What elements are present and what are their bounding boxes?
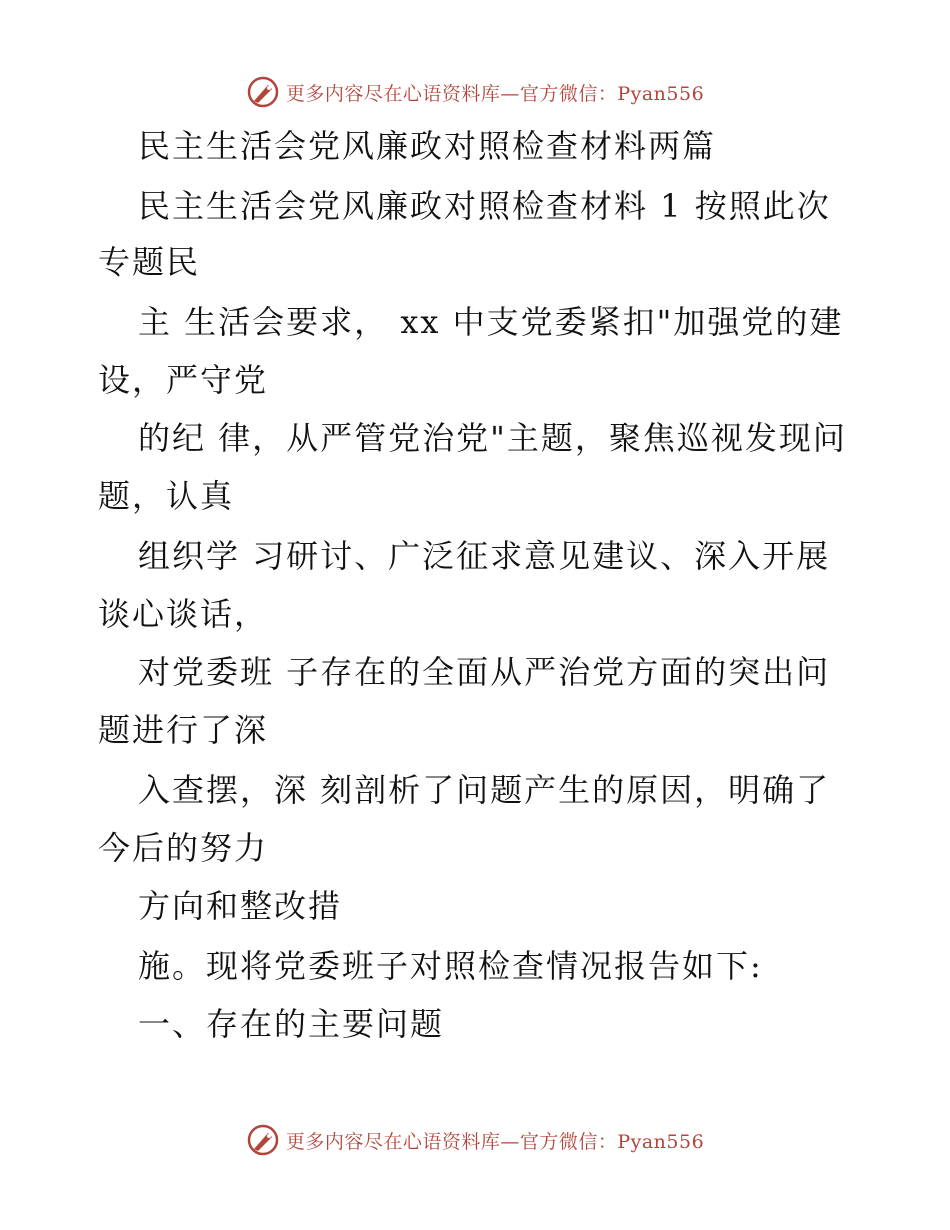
paragraph-line: 专题民 xyxy=(98,243,201,281)
paragraph-line: 的纪 律，从严管党治党"主题，聚焦巡视发现问 xyxy=(138,419,847,457)
paragraph-line: 入查摆，深 刻剖析了问题产生的原因，明确了 xyxy=(138,771,831,809)
paragraph-line: 题进行了深 xyxy=(98,711,269,749)
pen-nib-logo-icon xyxy=(246,1123,280,1157)
paragraph-line: 设，严守党 xyxy=(98,361,269,399)
paragraph-line: 主 生活会要求， xx 中支党委紧扣"加强党的建 xyxy=(138,303,844,341)
paragraph-line: 方向和整改措 xyxy=(138,887,343,925)
paragraph-line: 组织学 习研讨、广泛征求意见建议、深入开展 xyxy=(138,537,831,575)
doc-title: 民主生活会党风廉政对照检查材料两篇 xyxy=(138,127,717,165)
paragraph-line: 谈心谈话， xyxy=(98,595,269,633)
watermark-header xyxy=(0,72,950,112)
paragraph-line: 今后的努力 xyxy=(98,829,269,867)
watermark-footer xyxy=(0,1120,950,1160)
paragraph-line: 对党委班 子存在的全面从严治党方面的突出问 xyxy=(138,653,831,691)
pen-nib-logo-icon xyxy=(246,75,280,109)
section-heading: 一、存在的主要问题 xyxy=(138,1005,445,1043)
paragraph-line: 民主生活会党风廉政对照检查材料 1 按照此次 xyxy=(138,187,831,225)
paragraph-line: 施。现将党委班子对照检查情况报告如下: xyxy=(138,947,763,985)
watermark-text: 更多内容尽在心语资料库—官方微信：Pyan556 xyxy=(285,82,705,105)
paragraph-line: 题，认真 xyxy=(98,477,235,515)
watermark-text: 更多内容尽在心语资料库—官方微信：Pyan556 xyxy=(285,1130,705,1153)
